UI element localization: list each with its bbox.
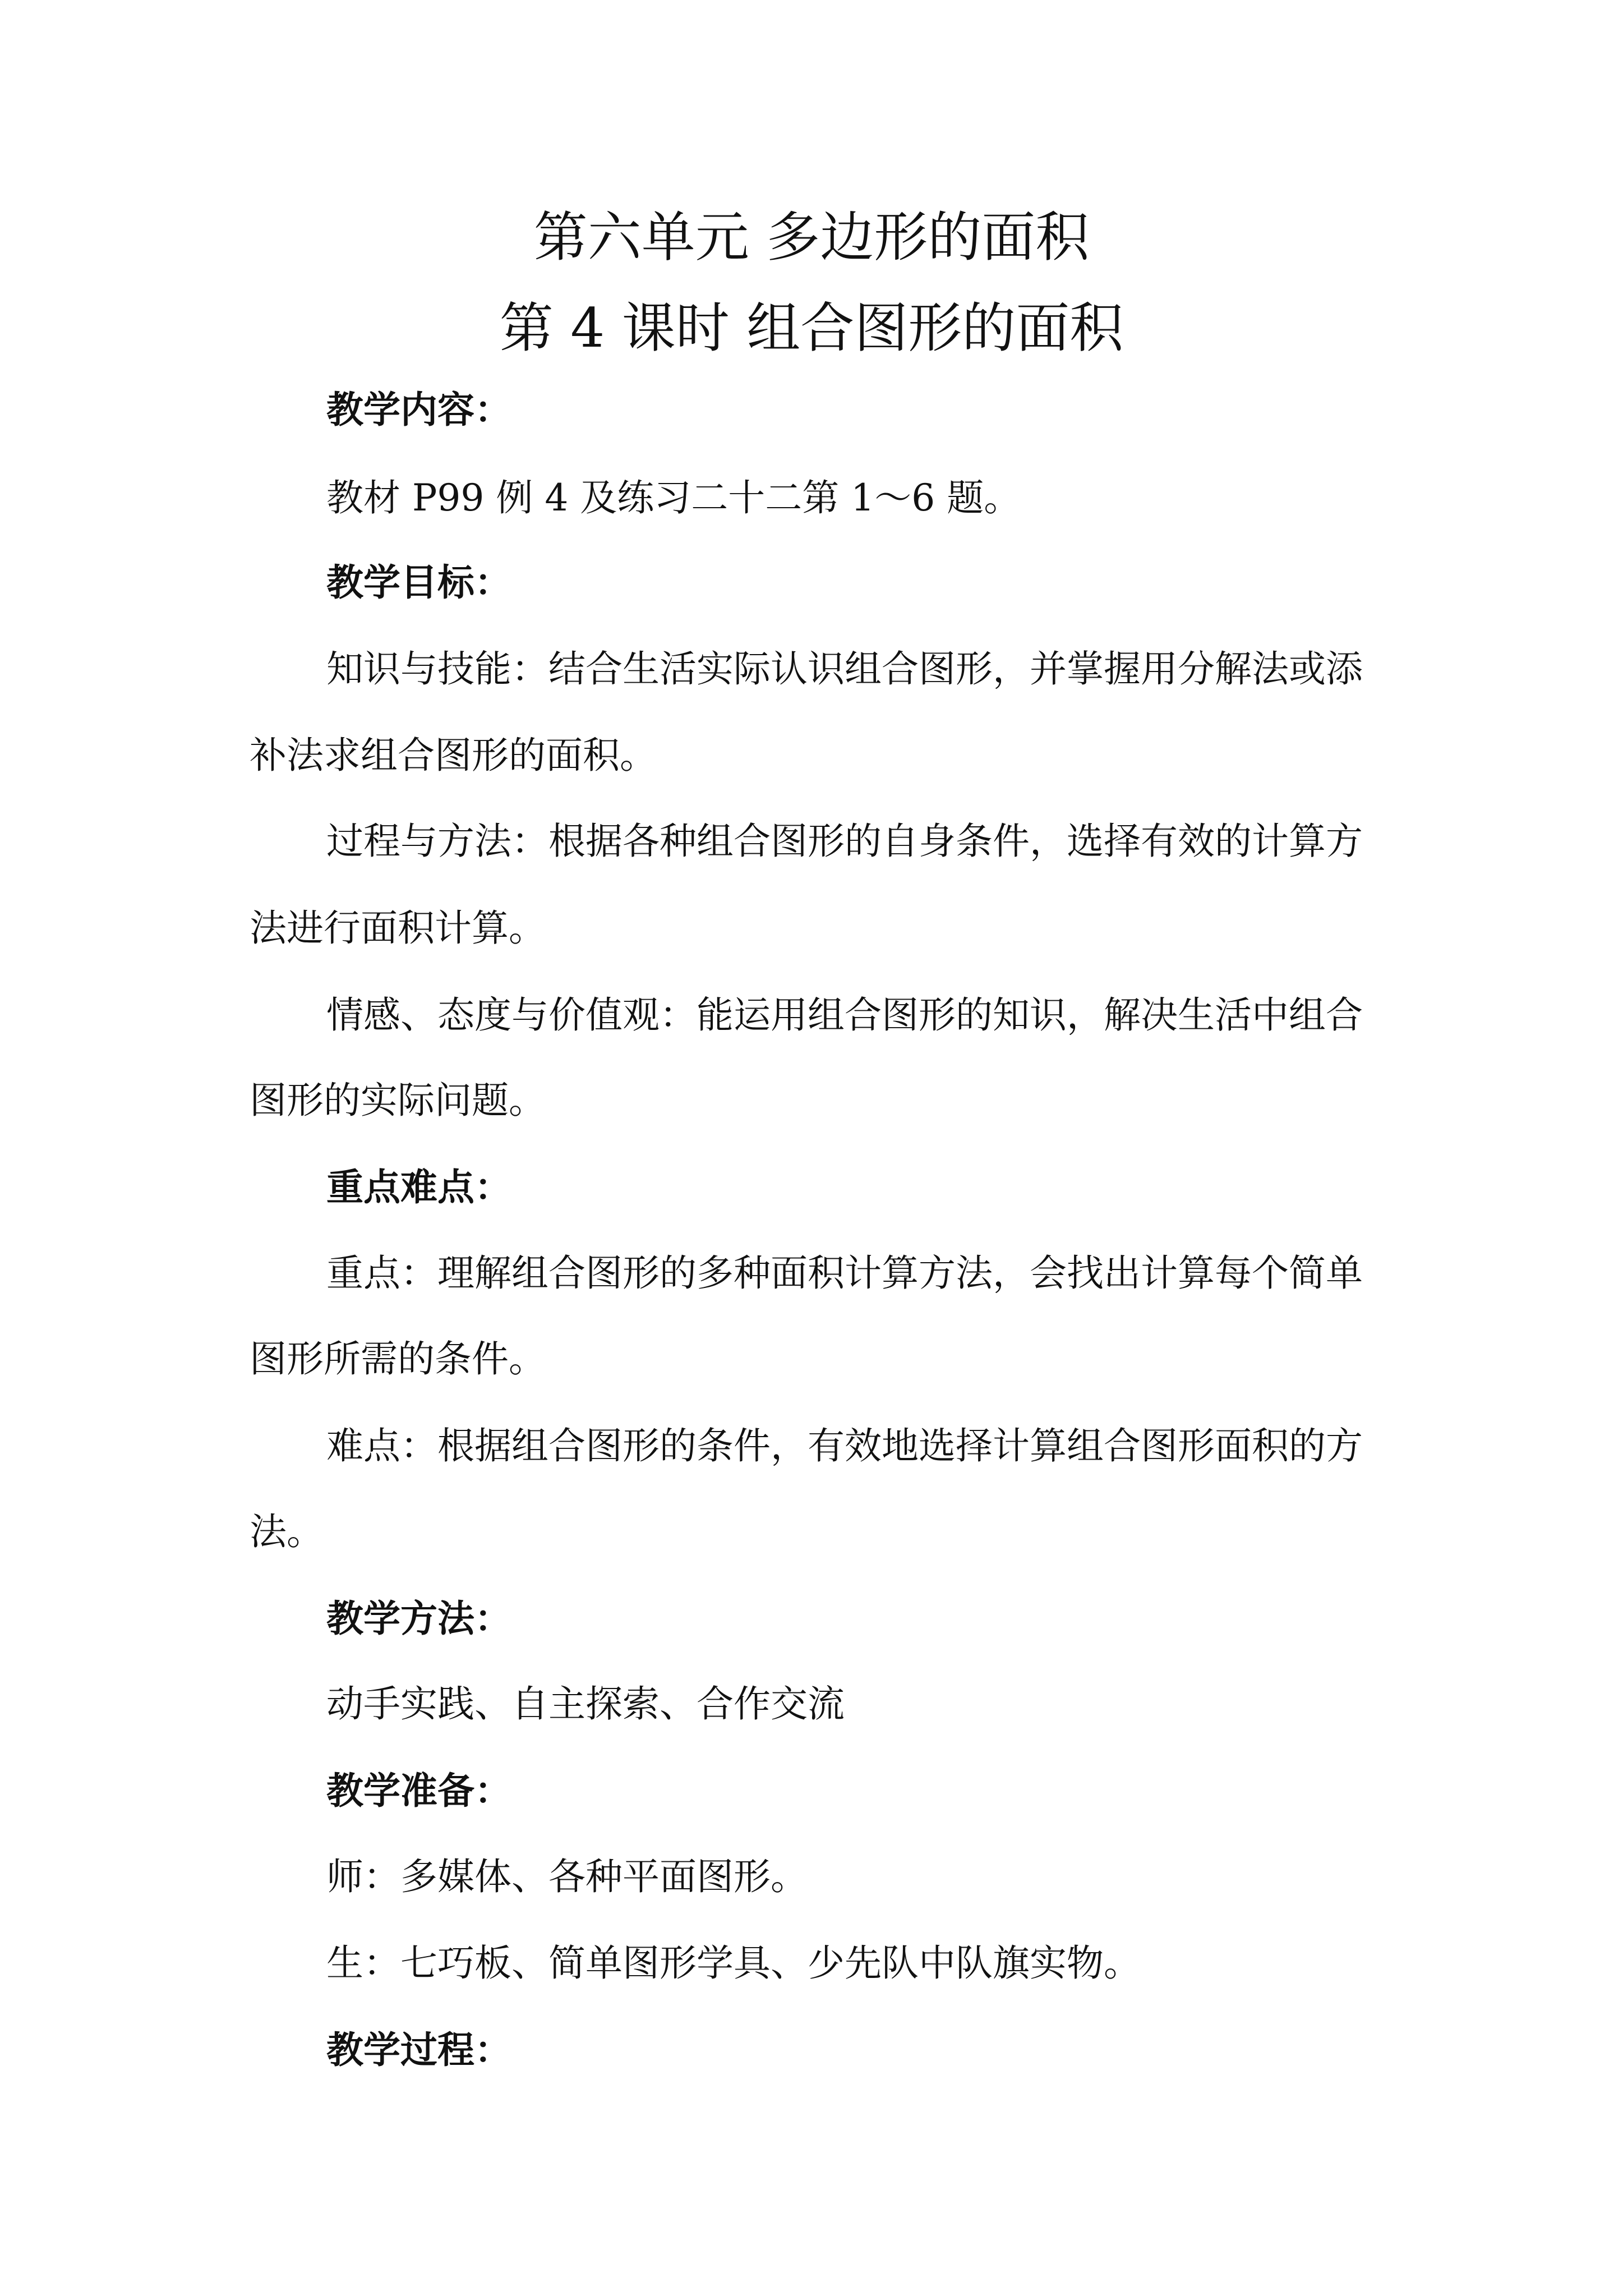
objective-process-line-2: 法进行面积计算。 [250,907,546,950]
preparation-heading: 教学准备： [326,1769,511,1812]
objectives-heading: 教学目标： [326,560,511,604]
content-heading: 教学内容： [326,388,511,431]
objective-knowledge-line-1: 知识与技能：结合生活实际认识组合图形，并掌握用分解法或添 [326,647,1363,691]
methods-text: 动手实践、自主探索、合作交流 [326,1682,845,1726]
unit-title: 第六单元 多边形的面积 [533,206,1090,269]
process-heading: 教学过程： [326,2028,511,2072]
lesson-title: 第 4 课时 组合图形的面积 [499,297,1124,360]
objective-emotion-line-1: 情感、态度与价值观：能运用组合图形的知识，解决生活中组合 [326,993,1363,1037]
difficulty-line-1: 难点：根据组合图形的条件，有效地选择计算组合图形面积的方 [326,1424,1363,1467]
difficulty-line-2: 法。 [250,1510,324,1553]
key-point-line-2: 图形所需的条件。 [250,1337,546,1381]
preparation-teacher: 师：多媒体、各种平面图形。 [326,1855,808,1898]
key-point-line-1: 重点：理解组合图形的多种面积计算方法，会找出计算每个简单 [326,1251,1363,1295]
objective-process-line-1: 过程与方法：根据各种组合图形的自身条件，选择有效的计算方 [326,820,1363,863]
methods-heading: 教学方法： [326,1596,511,1640]
objective-knowledge-line-2: 补法求组合图形的面积。 [250,734,657,777]
objective-emotion-line-2: 图形的实际问题。 [250,1079,546,1122]
preparation-student: 生：七巧板、简单图形学具、少先队中队旗实物。 [326,1941,1141,1985]
key-points-heading: 重点难点： [326,1165,511,1209]
content-text: 教材 P99 例 4 及练习二十二第 1～6 题。 [326,476,1021,519]
